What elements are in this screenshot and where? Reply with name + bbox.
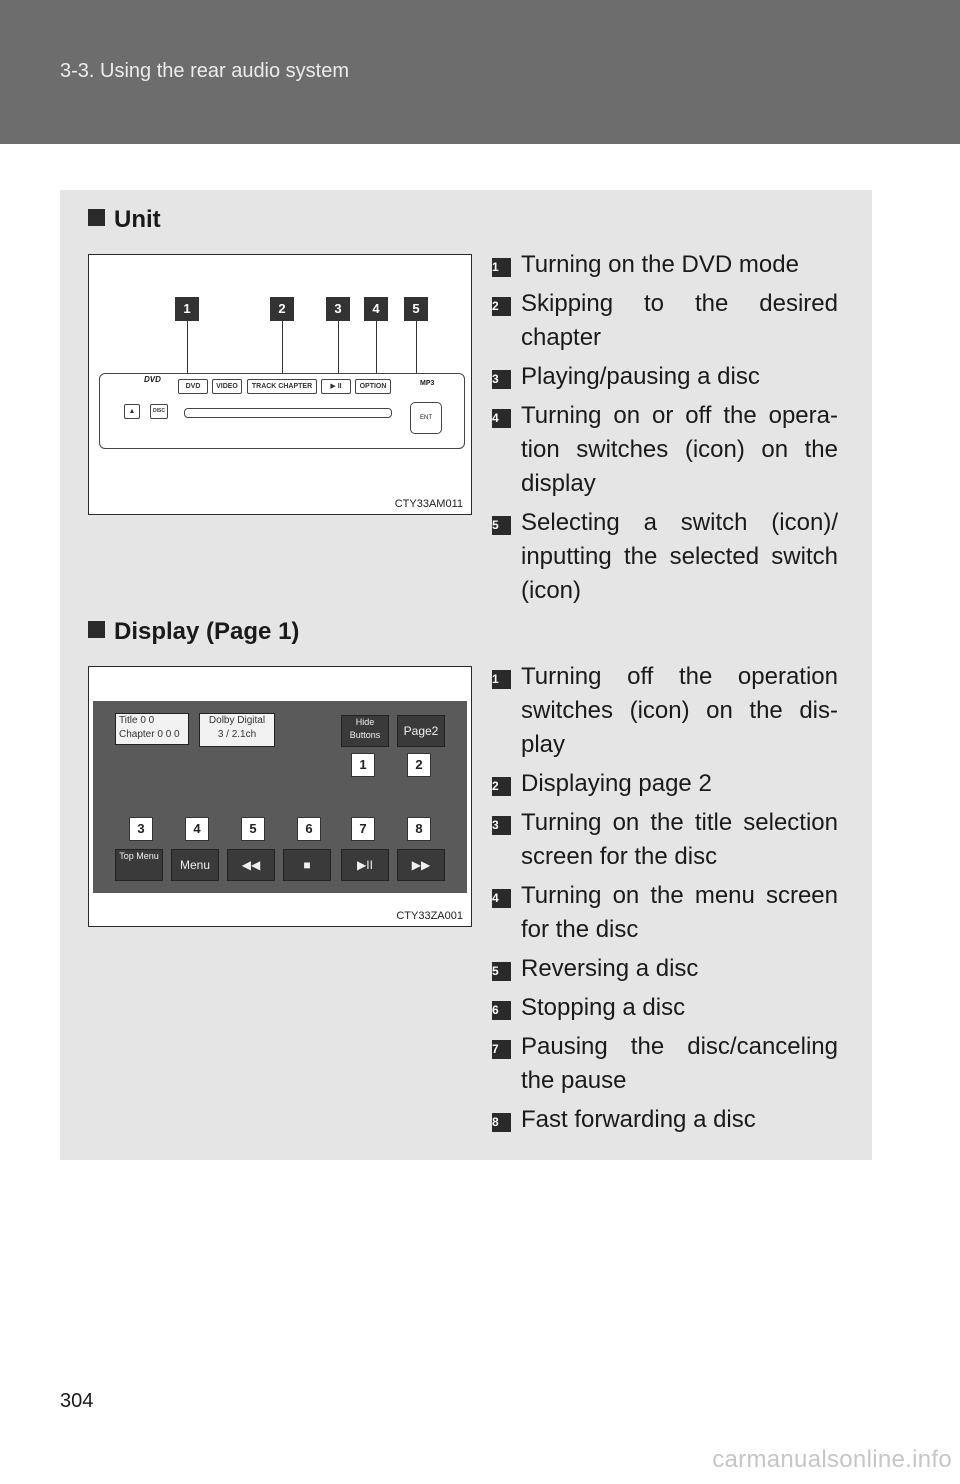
display-callout-2: 2 xyxy=(407,753,431,777)
content-panel xyxy=(60,190,872,1160)
list-item: 3 Playing/pausing a disc xyxy=(492,363,760,390)
audio-format-indicator: Dolby Digital 3 / 2.1ch xyxy=(199,713,275,747)
list-item: 4 Turning on or off the opera-tion switches (icon) on the display xyxy=(492,402,838,497)
unit-callout-2: 2 xyxy=(270,297,294,321)
figure-code: CTY33AM011 xyxy=(394,498,463,510)
disc-button[interactable]: DISC xyxy=(150,404,168,419)
list-item: 1 Turning on the DVD mode xyxy=(492,251,799,278)
unit-callout-5: 5 xyxy=(404,297,428,321)
display-list xyxy=(492,660,838,1142)
unit-figure xyxy=(88,254,472,515)
list-item: 5 Reversing a disc xyxy=(492,955,699,982)
list-item: 3 Turning on the title selection screen for the disc xyxy=(492,809,838,870)
display-figure xyxy=(88,666,472,927)
play-pause-button[interactable]: ▶II xyxy=(341,849,389,881)
list-item: 7 Pausing the disc/canceling the pause xyxy=(492,1033,838,1094)
list-item: 8 Fast forwarding a disc xyxy=(492,1106,756,1133)
section-title: 3-3. Using the rear audio system xyxy=(60,60,350,82)
leader-line xyxy=(338,321,339,381)
unit-callout-3: 3 xyxy=(326,297,350,321)
leader-line xyxy=(282,321,283,381)
track-chapter-button[interactable]: TRACK CHAPTER xyxy=(247,379,317,394)
hide-buttons-button[interactable]: Hide Buttons xyxy=(341,715,389,747)
top-menu-button[interactable]: Top Menu xyxy=(115,849,163,881)
menu-button[interactable]: Menu xyxy=(171,849,219,881)
unit-list xyxy=(492,248,838,613)
display-callout-7: 7 xyxy=(351,817,375,841)
list-item: 2 Displaying page 2 xyxy=(492,770,712,797)
unit-heading: Unit xyxy=(88,206,161,234)
display-heading: Display (Page 1) xyxy=(88,618,299,646)
unit-callout-1: 1 xyxy=(175,297,199,321)
list-item: 5 Selecting a switch (icon)/ inputting the selected switch (icon) xyxy=(492,509,838,604)
title-chapter-indicator: Title 0 0 Chapter 0 0 0 xyxy=(115,713,189,745)
video-button[interactable]: VIDEO xyxy=(212,379,242,394)
display-callout-3: 3 xyxy=(129,817,153,841)
page2-button[interactable]: Page2 xyxy=(397,715,445,747)
rear-unit-drawing xyxy=(99,373,465,449)
watermark: carmanualsonline.info xyxy=(712,1446,952,1473)
stop-button[interactable]: ■ xyxy=(283,849,331,881)
display-callout-1: 1 xyxy=(351,753,375,777)
leader-line xyxy=(376,321,377,381)
square-bullet-icon xyxy=(88,209,105,226)
enter-pad[interactable]: ENT xyxy=(410,402,442,434)
eject-button[interactable]: ▲ xyxy=(124,404,140,419)
list-item: 2 Skipping to the desired chapter xyxy=(492,290,838,351)
dvd-button[interactable]: DVD xyxy=(178,379,208,394)
disc-slot xyxy=(184,408,392,418)
display-screen xyxy=(93,701,467,893)
display-callout-8: 8 xyxy=(407,817,431,841)
page-number: 304 xyxy=(60,1390,94,1412)
unit-callout-4: 4 xyxy=(364,297,388,321)
list-item: 6 Stopping a disc xyxy=(492,994,686,1021)
list-item: 4 Turning on the menu screen for the disc xyxy=(492,882,838,943)
dvd-logo: DVD xyxy=(144,375,161,384)
list-item: 1 Turning off the operation switches (icon) on the dis-play xyxy=(492,663,838,758)
display-callout-4: 4 xyxy=(185,817,209,841)
figure-code: CTY33ZA001 xyxy=(396,910,463,922)
header-band xyxy=(0,0,960,144)
display-callout-6: 6 xyxy=(297,817,321,841)
square-bullet-icon xyxy=(88,621,105,638)
mp3-label: MP3 xyxy=(420,380,435,387)
option-button[interactable]: OPTION xyxy=(355,379,391,394)
play-pause-button[interactable]: ▶ II xyxy=(321,379,351,394)
display-callout-5: 5 xyxy=(241,817,265,841)
rewind-button[interactable]: ◀◀ xyxy=(227,849,275,881)
leader-line xyxy=(187,321,188,381)
fast-forward-button[interactable]: ▶▶ xyxy=(397,849,445,881)
